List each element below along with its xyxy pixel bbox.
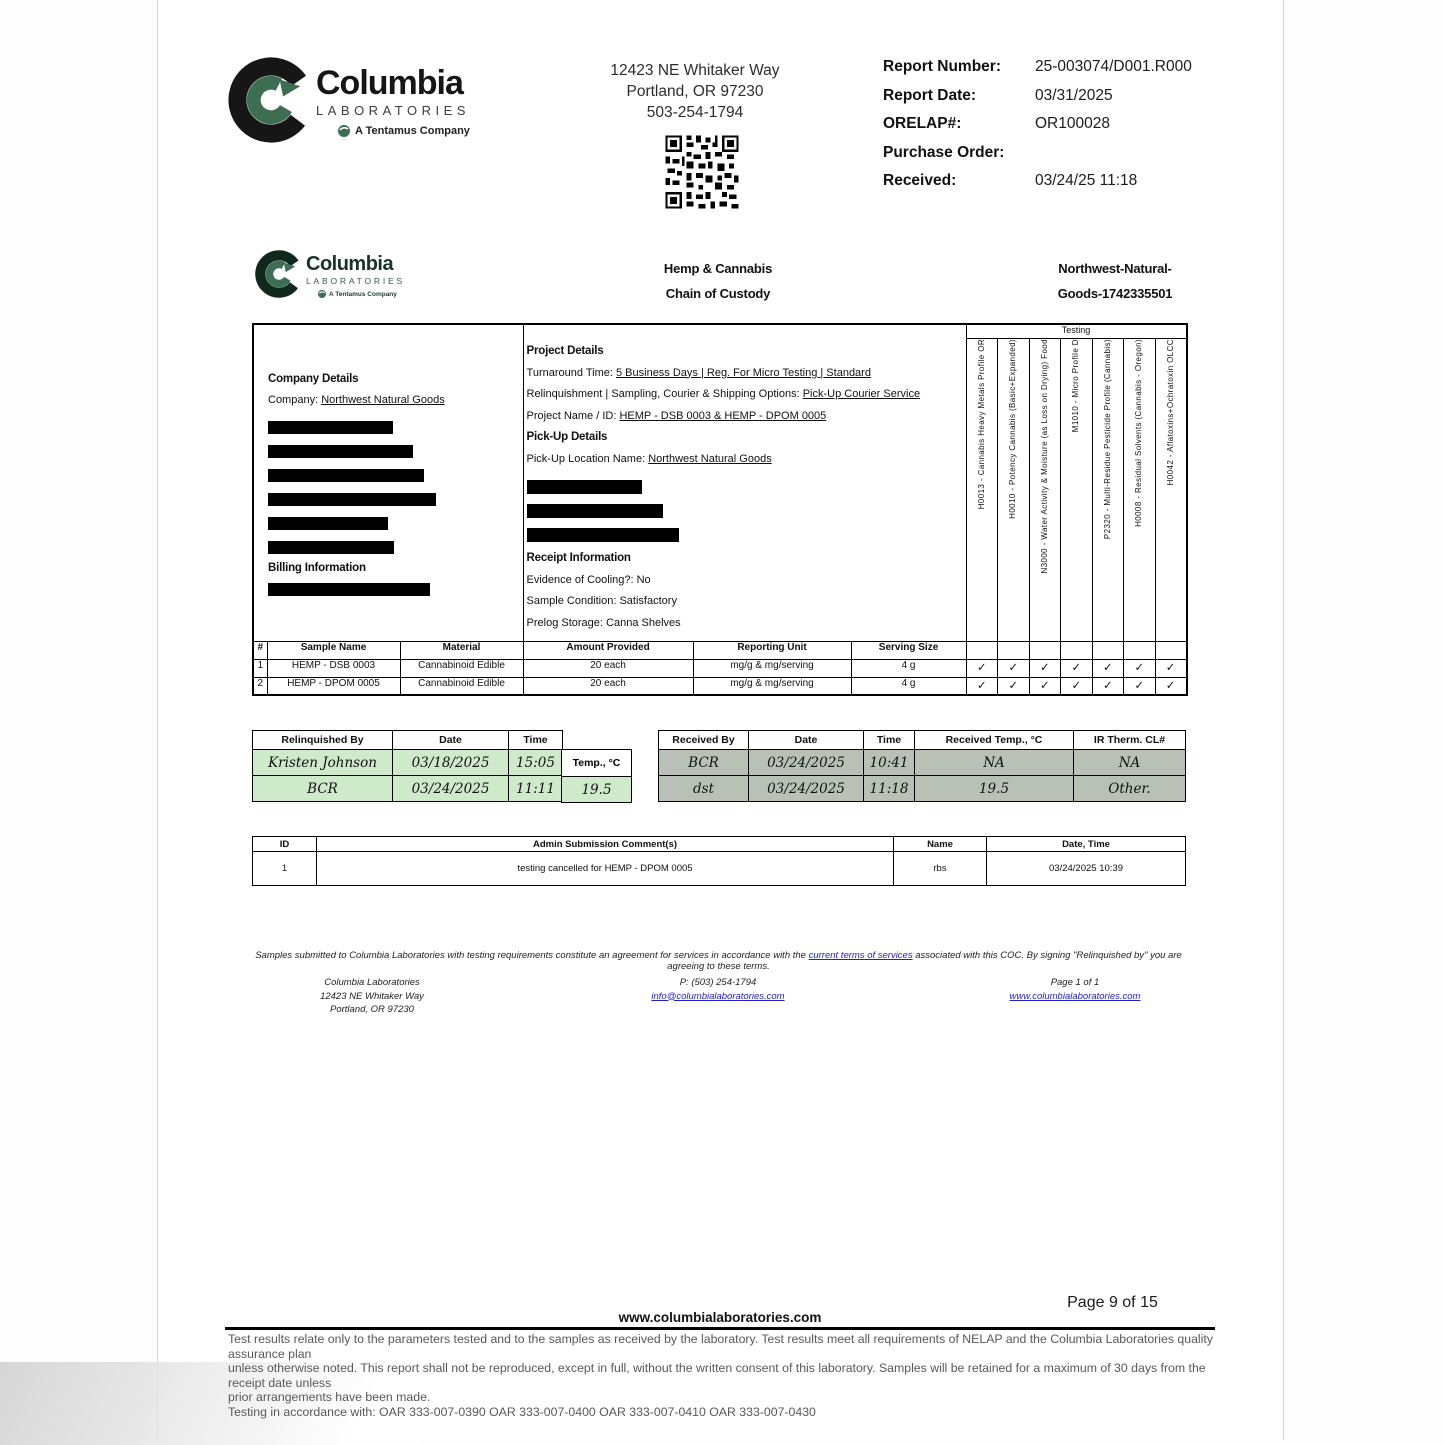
lab-address: [558, 60, 832, 123]
sample-row: [253, 677, 1187, 695]
test-column-header: [1124, 338, 1156, 641]
relinquished-row: [253, 750, 563, 776]
date-header: Date: [749, 731, 864, 750]
turnaround-label: Turnaround Time:: [526, 366, 616, 379]
empty-cell: [1061, 641, 1093, 659]
redacted-bar: [527, 480, 642, 494]
pickup-location-line: [527, 449, 960, 471]
sample-num: 1: [253, 659, 267, 677]
report-number-label: Report Number:: [883, 58, 1001, 75]
footer-street: 12423 NE Whitaker Way: [320, 990, 424, 1002]
address-line: Portland, OR 97230: [626, 83, 764, 100]
col-material: Material: [400, 641, 523, 659]
project-name-line: [527, 406, 960, 428]
redacted-bar: [268, 445, 413, 458]
relinquished-date: 03/24/2025: [393, 776, 509, 802]
columbia-logo-text: [316, 66, 470, 137]
footer-website-link[interactable]: www.columbialaboratories.com: [1009, 990, 1141, 1002]
turnaround-line: [527, 363, 960, 385]
receipt-line: Evidence of Cooling?: No: [526, 573, 651, 586]
relinquishment-line: [527, 384, 960, 406]
sample-amount: 20 each: [523, 659, 693, 677]
date-header: Date: [393, 731, 509, 750]
report-date-value: 03/31/2025: [1035, 86, 1113, 104]
relinquished-time: 11:11: [509, 776, 563, 802]
received-label: Received:: [883, 172, 957, 189]
test-column-header: [1061, 338, 1093, 641]
sample-material: Cannabinoid Edible: [400, 659, 523, 677]
coc-title-line1: Hemp & Cannabis: [663, 261, 773, 276]
check-mark: ✓: [1124, 677, 1156, 695]
check-mark: ✓: [1155, 677, 1187, 695]
temp-column: [561, 749, 632, 803]
redacted-bar: [527, 528, 679, 542]
terms-text: Samples submitted to Columbia Laboratories with testing requirements constitute an agreement for services in accordance with the: [255, 950, 809, 961]
ir-therm-value: NA: [1074, 750, 1186, 776]
pickup-location-value: Northwest Natural Goods: [648, 452, 772, 465]
sample-row: [253, 659, 1187, 677]
received-by-signature: BCR: [659, 750, 749, 776]
col-num: #: [253, 641, 267, 659]
billing-heading: Billing Information: [268, 562, 366, 574]
footer-phone: P: (503) 254-1794: [679, 977, 757, 988]
check-mark: ✓: [966, 677, 998, 695]
columbia-logo-mark-small: [255, 250, 303, 298]
admin-comment-header: Admin Submission Comment(s): [317, 837, 894, 852]
received-by-signature: dst: [659, 776, 749, 802]
receipt-heading: Receipt Information: [526, 552, 631, 564]
sample-name: HEMP - DPOM 0005: [267, 677, 400, 695]
company-label: Company:: [268, 394, 322, 406]
admin-id-header: ID: [253, 837, 317, 852]
received-date: 03/24/2025: [749, 776, 864, 802]
check-mark: ✓: [1124, 659, 1156, 677]
qr-code: [663, 133, 741, 211]
terms-of-services-link[interactable]: current terms of services: [808, 950, 913, 961]
disclaimer-line: prior arrangements have been made.: [228, 1390, 431, 1405]
received-row: [659, 776, 1186, 802]
page-indicator: Page 9 of 15: [1067, 1294, 1158, 1311]
check-mark: ✓: [1155, 659, 1187, 677]
check-mark: ✓: [1092, 677, 1124, 695]
col-sample-name: Sample Name: [267, 641, 400, 659]
relinquishment-label: Relinquishment | Sampling, Courier & Shipping Options:: [526, 388, 803, 400]
empty-cell: [998, 641, 1030, 659]
address-line: 12423 NE Whitaker Way: [610, 62, 780, 79]
redacted-bar: [268, 583, 430, 596]
time-header: Time: [509, 731, 563, 750]
received-time: 10:41: [864, 750, 915, 776]
admin-comments-table: [252, 836, 1186, 886]
footer-page-info: [980, 976, 1170, 1003]
col-unit: Reporting Unit: [693, 641, 851, 659]
sample-serving: 4 g: [851, 659, 966, 677]
time-header: Time: [864, 731, 915, 750]
relinquished-date: 03/18/2025: [393, 750, 509, 776]
disclaimer-line: unless otherwise noted. This report shall not be reproduced, except in full, without the written consent of this laboratory. Samples will be retained for a maximum of 30 days from the receipt date unless: [228, 1361, 1206, 1390]
admin-name-header: Name: [894, 837, 987, 852]
test-column-label: P2320 - Multi-Residue Pesticide Profile (Cannabis): [1102, 338, 1112, 539]
check-mark: ✓: [998, 677, 1030, 695]
company-details-cell: [253, 324, 523, 641]
test-column-label: H0042 - Aflatoxins+Ochratoxin OLCC: [1165, 338, 1175, 485]
coc-table: [252, 323, 1188, 696]
sample-unit: mg/g & mg/serving: [693, 659, 851, 677]
document-page: [158, 0, 1283, 1440]
relinquishment-value: Pick-Up Courier Service: [802, 388, 921, 400]
footer-divider: [225, 1327, 1215, 1330]
redacted-bar: [268, 517, 388, 530]
sample-num: 2: [253, 677, 267, 695]
col-amount: Amount Provided: [523, 641, 693, 659]
coc-reference-line1: Northwest-Natural-: [1058, 261, 1172, 276]
admin-comment: testing cancelled for HEMP - DPOM 0005: [317, 852, 894, 886]
received-table: [658, 730, 1186, 802]
check-mark: ✓: [1092, 659, 1124, 677]
relinquished-by-header: Relinquished By: [253, 731, 393, 750]
test-column-header: [1029, 338, 1061, 641]
footer-city: Portland, OR 97230: [330, 1004, 414, 1015]
coc-reference-line2: Goods-1742335501: [1057, 286, 1173, 301]
relinquished-by-signature: BCR: [253, 776, 393, 802]
footer-address: [292, 976, 452, 1017]
ir-therm-header: IR Therm. CL#: [1074, 731, 1186, 750]
sample-material: Cannabinoid Edible: [400, 677, 523, 695]
bottom-website: www.columbialaboratories.com: [618, 1310, 822, 1325]
coc-reference: [1020, 256, 1210, 306]
admin-name: rbs: [894, 852, 987, 886]
disclaimer-line: Test results relate only to the parameters tested and to the samples as received by the laboratory. Test results meet all requirements of NELAP and the Columbia Laboratories quality assurance plan: [228, 1332, 1213, 1361]
admin-datetime: 03/24/2025 10:39: [987, 852, 1186, 886]
terms-text: associated with this COC. By signing "Relinquished by" you are agreeing to these terms.: [667, 950, 1182, 972]
admin-datetime-header: Date, Time: [987, 837, 1186, 852]
project-name-value: HEMP - DSB 0003 & HEMP - DPOM 0005: [619, 409, 827, 422]
coc-title: [618, 256, 818, 306]
report-date-label: Report Date:: [883, 86, 977, 104]
logo-name: Columbia: [306, 253, 394, 275]
footer-lab-name: Columbia Laboratories: [324, 977, 420, 988]
pickup-heading: Pick-Up Details: [526, 431, 608, 443]
check-mark: ✓: [1061, 659, 1093, 677]
check-mark: ✓: [1061, 677, 1093, 695]
redacted-bar: [268, 541, 394, 554]
turnaround-value: 5 Business Days | Reg. For Micro Testing | Standard: [616, 366, 871, 379]
test-column-header: [998, 338, 1030, 641]
test-column-label: H0013 - Cannabis Heavy Metals Profile OR: [976, 338, 986, 509]
columbia-logo-mark: [228, 57, 314, 143]
sample-name: HEMP - DSB 0003: [267, 659, 400, 677]
orelap-value: OR100028: [1035, 115, 1110, 132]
test-column-label: H0010 - Potency Cannabis (Basic+Expanded): [1008, 338, 1018, 519]
terms-statement: [252, 950, 1185, 972]
project-details-heading: Project Details: [526, 345, 604, 357]
company-details-heading: Company Details: [268, 373, 359, 385]
admin-comment-row: [253, 852, 1186, 886]
test-column-header: [1092, 338, 1124, 641]
logo-tagline: A Tentamus Company: [355, 125, 470, 137]
coc-title-line2: Chain of Custody: [665, 286, 771, 301]
report-number-value: 25-003074/D001.R000: [1035, 58, 1192, 75]
check-mark: ✓: [1029, 659, 1061, 677]
disclaimer: [228, 1332, 1228, 1420]
test-column-label: H0008 - Residual Solvents (Cannabis - Oregon): [1134, 338, 1144, 527]
check-mark: ✓: [966, 659, 998, 677]
address-line: 503-254-1794: [646, 104, 744, 121]
logo-name: Columbia: [316, 64, 463, 102]
check-mark: ✓: [998, 659, 1030, 677]
page-left-edge: [157, 0, 158, 1440]
check-mark: ✓: [1029, 677, 1061, 695]
columbia-logo-text-small: [306, 254, 405, 298]
testing-header: Testing: [966, 324, 1187, 338]
redacted-bar: [268, 469, 424, 482]
report-info: [883, 58, 1192, 201]
logo-subtitle: LABORATORIES: [306, 276, 405, 286]
empty-cell: [1124, 641, 1156, 659]
redacted-bar: [268, 421, 393, 434]
empty-cell: [966, 641, 998, 659]
relinquished-row: [253, 776, 563, 802]
sample-unit: mg/g & mg/serving: [693, 677, 851, 695]
received-row: [659, 750, 1186, 776]
relinquished-table: [252, 730, 563, 802]
received-value: 03/24/25 11:18: [1035, 172, 1138, 189]
sample-amount: 20 each: [523, 677, 693, 695]
relinquished-by-signature: Kristen Johnson: [253, 750, 393, 776]
col-serving: Serving Size: [851, 641, 966, 659]
ir-therm-value: Other.: [1074, 776, 1186, 802]
test-column-header: [966, 338, 998, 641]
received-temp-header: Received Temp., °C: [915, 731, 1074, 750]
received-time: 11:18: [864, 776, 915, 802]
empty-cell: [1092, 641, 1124, 659]
project-details-cell: [523, 324, 966, 641]
admin-id: 1: [253, 852, 317, 886]
relinquished-time: 15:05: [509, 750, 563, 776]
received-temp: 19.5: [915, 776, 1074, 802]
sample-serving: 4 g: [851, 677, 966, 695]
footer-contact: [618, 976, 818, 1003]
pickup-location-label: Pick-Up Location Name:: [526, 452, 649, 465]
project-name-label: Project Name / ID:: [526, 409, 620, 422]
redacted-bar: [268, 493, 436, 506]
purchase-order-label: Purchase Order:: [883, 143, 1005, 161]
accordance-line: Testing in accordance with: OAR 333-007-0390 OAR 333-007-0400 OAR 333-007-0410 OAR 333-007-0430: [228, 1404, 816, 1419]
tentamus-icon: [338, 125, 350, 137]
empty-cell: [1029, 641, 1061, 659]
company-value: Northwest Natural Goods: [321, 394, 445, 406]
temp-header: Temp., °C: [562, 750, 631, 776]
logo-tagline: A Tentamus Company: [329, 290, 397, 298]
footer-email-link[interactable]: info@columbialaboratories.com: [651, 990, 785, 1002]
test-column-label: N3000 - Water Activity & Moisture (as Loss on Drying) Food: [1039, 338, 1049, 574]
test-column-label: M1010 - Micro Profile D: [1071, 338, 1081, 432]
received-date: 03/24/2025: [749, 750, 864, 776]
tentamus-icon: [318, 290, 326, 298]
footer-page-number: Page 1 of 1: [1050, 977, 1100, 988]
company-line: [268, 394, 513, 406]
empty-cell: [1155, 641, 1187, 659]
test-column-header: [1155, 338, 1187, 641]
receipt-line: Prelog Storage: Canna Shelves: [526, 616, 681, 629]
orelap-label: ORELAP#:: [883, 115, 962, 132]
temp-value: 19.5: [562, 776, 631, 802]
redacted-bar: [527, 504, 663, 518]
page-right-edge: [1283, 0, 1284, 1440]
logo-subtitle: LABORATORIES: [316, 103, 470, 118]
received-temp: NA: [915, 750, 1074, 776]
receipt-line: Sample Condition: Satisfactory: [526, 595, 677, 607]
received-by-header: Received By: [659, 731, 749, 750]
